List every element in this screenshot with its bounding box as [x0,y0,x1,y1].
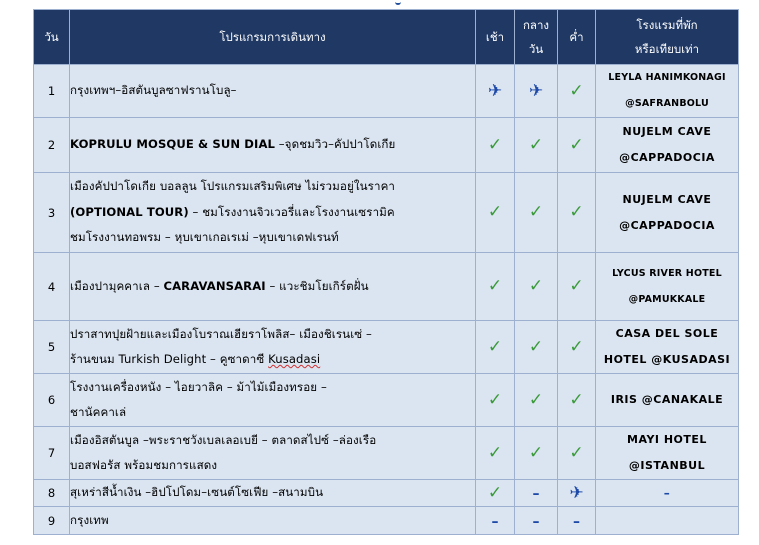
table-row [34,118,739,173]
table-row [34,321,739,374]
header-hotel [596,10,739,65]
program-line: เมืองคัปปาโดเกีย บอลลูน โปรแกรมเสริมพิเศษ ไม่รวมอยู่ในราคา [70,179,396,194]
meal-lunch [515,374,558,427]
hotel-cell [596,118,739,173]
meal-breakfast [476,480,515,507]
program-line: โรงงานเครื่องหนัง – ไอยวาลิค – ม้าไม้เมืองทรอย – [70,379,327,394]
program-line: บอสฟอรัส พร้อมชมการแสดง [70,458,218,472]
table-row [34,374,739,427]
program-line: ปราสาทปุยฝ้ายและเมืองโบราณเฮียราโพลิส– เมืองชิเรนเซ่ – [70,326,372,341]
table-row [34,507,739,535]
hotel-line: @SAFRANBOLU [625,98,709,109]
check-icon: ✓ [569,134,584,155]
check-icon: ✓ [528,336,544,357]
program-highlight: KOPRULU MOSQUE & SUN DIAL [70,137,275,152]
meal-lunch [515,65,558,118]
check-icon: ✓ [487,442,503,463]
day-number: 9 [34,507,70,535]
day-number: 2 [34,118,70,173]
hotel-line: NUJELM CAVE [622,125,712,138]
hotel-line: LEYLA HANIMKONAGI [608,72,726,83]
program-line: KOPRULU MOSQUE & SUN DIAL –จุดชมวิว–คัปปาโดเกีย [70,137,396,152]
check-icon: ✓ [569,336,584,357]
check-icon: ✓ [528,134,544,155]
program-highlight: (OPTIONAL TOUR) [70,204,189,219]
hotel-cell [596,507,739,535]
meal-breakfast [476,253,515,321]
plane-icon: ✈ [569,482,584,503]
program-line: เมืองอิสตันบูล –พระราชวังเบลเลอเบยี – ตลาดสไปซ์ –ล่องเรือ [70,432,377,447]
day-number: 5 [34,321,70,374]
dash-icon: – [532,486,540,502]
program-cell [70,427,476,480]
check-icon: ✓ [569,442,584,463]
hotel-line: LYCUS RIVER HOTEL [612,267,722,279]
program-cell [70,374,476,427]
meal-breakfast [476,321,515,374]
hotel-line: HOTEL @KUSADASI [603,353,731,366]
meal-lunch [515,173,558,253]
check-icon: ✓ [487,134,503,155]
header-lunch-line1: กลาง [522,18,550,32]
meal-breakfast [476,507,515,535]
check-icon: ✓ [487,389,503,410]
check-icon: ✓ [487,276,503,296]
program-line: ชานัคคาเล่ [70,405,127,419]
check-icon: ✓ [528,276,544,296]
hotel-cell [596,253,739,321]
meal-lunch [515,118,558,173]
header-dinner: ค่ำ [558,10,596,65]
program-line: ร้านขนม Turkish Delight – คูซาดาซี Kusadasi [70,352,321,366]
program-cell [70,480,476,507]
header-lunch [515,10,558,65]
hotel-cell [596,321,739,374]
header-lunch-line2: วัน [528,42,544,56]
hotel-cell [596,374,739,427]
hotel-line: @CAPPADOCIA [619,218,715,232]
check-icon: ✓ [569,80,584,101]
table-row [34,480,739,507]
program-line: (OPTIONAL TOUR) – ชมโรงงานจิวเวอรี่และโรงงานเซรามิค [70,204,395,219]
spellcheck-word: Kusadasi [268,352,321,366]
table-row [34,65,739,118]
hotel-line: @CAPPADOCIA [619,151,715,164]
program-line: สุเหร่าสีน้ำเงิน –ฮิปโปโดม–เซนต์โซเฟีย –สนามบิน [70,485,324,500]
check-icon: ✓ [528,202,544,222]
meal-lunch [515,480,558,507]
hotel-cell [596,173,739,253]
plane-icon: ✈ [528,80,544,101]
meal-dinner [558,173,596,253]
top-decoration [395,0,401,5]
day-number: 1 [34,65,70,118]
meal-lunch [515,321,558,374]
dash-icon: – [491,513,499,530]
program-line: เมืองปามุคคาเล – CARAVANSARAI – แวะชิมโยเกิร์ตฝั่น [70,278,369,293]
meal-dinner [558,480,596,507]
table-row [34,173,739,253]
meal-dinner [558,253,596,321]
header-hotel-line2: หรือเทียบเท่า [634,42,700,56]
hotel-line: @ISTANBUL [628,459,706,472]
check-icon: ✓ [569,202,584,222]
meal-breakfast [476,173,515,253]
plane-icon: ✈ [487,80,503,101]
meal-breakfast [476,118,515,173]
header-breakfast: เช้า [476,10,515,65]
day-number: 4 [34,253,70,321]
meal-dinner [558,374,596,427]
dash-icon: – [532,513,540,530]
hotel-cell [596,480,739,507]
check-icon: ✓ [487,336,503,357]
hotel-line: – [663,486,671,500]
meal-lunch [515,507,558,535]
check-icon: ✓ [528,389,544,410]
program-line: ชมโรงงานทอพรม – หุบเขาเกอเรเม่ –หุบเขาเดฟเรนท์ [70,230,339,245]
hotel-line: CASA DEL SOLE [615,327,719,340]
dash-icon: – [573,513,580,530]
hotel-line: MAYI HOTEL [627,433,707,446]
header-hotel-line1: โรงแรมที่พัก [636,18,698,32]
meal-dinner [558,118,596,173]
program-cell [70,253,476,321]
meal-lunch [515,427,558,480]
program-cell [70,321,476,374]
check-icon: ✓ [569,389,584,410]
header-day: วัน [34,10,70,65]
itinerary-table [33,9,739,535]
hotel-line: NUJELM CAVE [622,192,712,206]
day-number: 7 [34,427,70,480]
meal-breakfast [476,427,515,480]
meal-breakfast [476,65,515,118]
day-number: 8 [34,480,70,507]
meal-dinner [558,507,596,535]
meal-lunch [515,253,558,321]
meal-dinner [558,321,596,374]
table-body [34,65,739,535]
check-icon: ✓ [528,442,544,463]
day-number: 3 [34,173,70,253]
table-header [34,10,739,65]
meal-dinner [558,427,596,480]
program-cell [70,507,476,535]
check-icon: ✓ [487,202,503,222]
header-program: โปรแกรมการเดินทาง [70,10,476,65]
hotel-cell [596,427,739,480]
table-row [34,253,739,321]
program-cell [70,173,476,253]
hotel-line: IRIS @CANAKALE [610,393,724,406]
check-icon: ✓ [487,482,503,503]
meal-dinner [558,65,596,118]
check-icon: ✓ [569,276,584,296]
program-cell [70,65,476,118]
program-line: กรุงเทพ [70,512,109,527]
program-line: กรุงเทพฯ–อิสตันบูลซาฟรานโบลู– [70,83,237,98]
day-number: 6 [34,374,70,427]
hotel-line: @PAMUKKALE [628,293,706,305]
program-cell [70,118,476,173]
meal-breakfast [476,374,515,427]
hotel-cell [596,65,739,118]
table-row [34,427,739,480]
program-highlight: CARAVANSARAI [163,278,266,293]
